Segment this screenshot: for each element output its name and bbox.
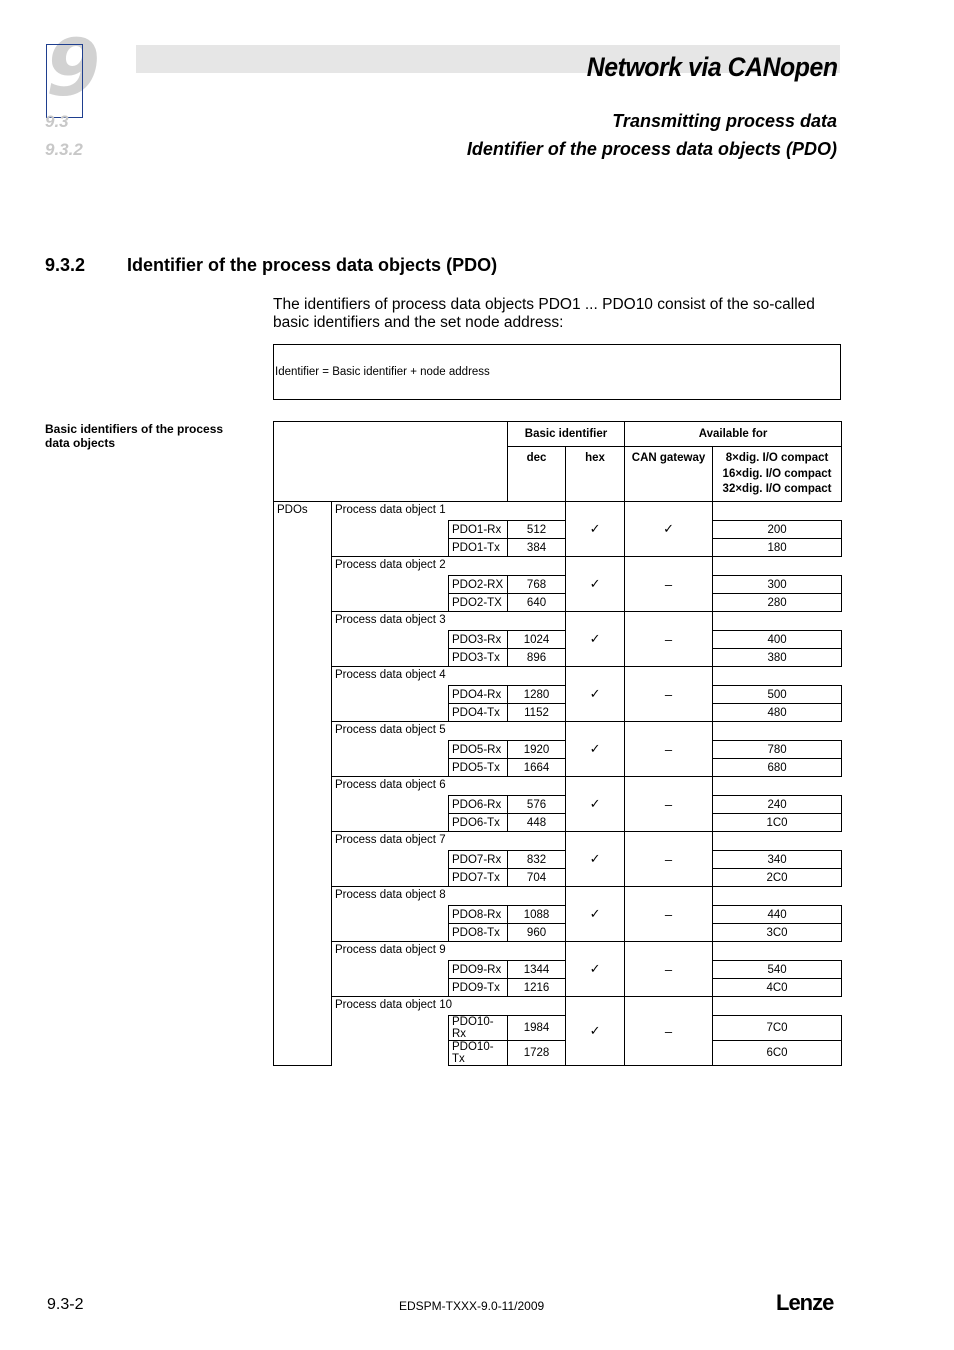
can-gateway-mark: ✓: [566, 612, 625, 667]
header-subsection-title: Identifier of the process data objects (PDO): [466, 139, 837, 159]
group-label-pdos: PDOs: [274, 502, 332, 1066]
pdo-title: Process data object 6: [332, 777, 566, 796]
pdo-indent: [332, 631, 449, 667]
pdo-rx-hex: 400: [713, 631, 842, 649]
pdo-rx-name: PDO9-Rx: [449, 961, 508, 979]
pdo-tx-hex: 4C0: [713, 979, 842, 997]
pdo-title: Process data object 1: [332, 502, 566, 521]
compact-mark: –: [625, 887, 713, 942]
document-id: EDSPM-TXXX-9.0-11/2009: [399, 1299, 545, 1313]
pdo-group-row: [274, 887, 842, 906]
can-gateway-mark: ✓: [566, 667, 625, 722]
compact-mark: –: [625, 777, 713, 832]
can-gateway-mark: ✓: [566, 502, 625, 557]
chapter-number: 9: [46, 24, 99, 114]
pdo-tx-hex: 380: [713, 649, 842, 667]
pdo-tx-dec: 896: [508, 649, 566, 667]
pdo-rx-dec: 576: [508, 796, 566, 814]
pdo-rx-hex: 500: [713, 686, 842, 704]
compact-mark: –: [625, 997, 713, 1066]
pdo-tx-name: PDO10-Tx: [449, 1041, 508, 1066]
table-row: [274, 576, 842, 594]
header-compact-32: 32×dig. I/O compact: [722, 483, 832, 495]
pdo-indent: [332, 521, 449, 557]
pdo-tx-hex: 6C0: [713, 1041, 842, 1066]
pdo-indent: [332, 741, 449, 777]
compact-mark: –: [625, 942, 713, 997]
pdo-identifier-table: [273, 421, 842, 1066]
page-number: 9.3-2: [47, 1296, 84, 1313]
pdo-title: Process data object 5: [332, 722, 566, 741]
header-basic-identifier: Basic identifier: [508, 422, 625, 447]
compact-mark: –: [625, 557, 713, 612]
pdo-group-row: [274, 612, 842, 631]
pdo-group-row: [274, 557, 842, 576]
pdo-indent: [332, 686, 449, 722]
pdo-indent: [332, 961, 449, 997]
pdo-tx-name: PDO4-Tx: [449, 704, 508, 722]
pdo-tx-hex: 1C0: [713, 814, 842, 832]
pdo-rx-name: PDO3-Rx: [449, 631, 508, 649]
pdo-group-row: [274, 722, 842, 741]
table-row: [274, 961, 842, 979]
compact-mark: –: [625, 832, 713, 887]
table-row: [274, 1016, 842, 1041]
pdo-group-row: [274, 777, 842, 796]
pdo-rx-hex: 340: [713, 851, 842, 869]
pdo-rx-hex: 240: [713, 796, 842, 814]
pdo-group-row: [274, 502, 842, 521]
pdo-rx-hex: 300: [713, 576, 842, 594]
pdo-rx-name: PDO10-Rx: [449, 1016, 508, 1041]
section-title: Identifier of the process data objects (PDO): [127, 255, 498, 275]
lenze-logo: Lenze: [776, 1290, 834, 1315]
pdo-tx-dec: 640: [508, 594, 566, 612]
header-available-for: Available for: [625, 422, 842, 447]
pdo-tx-dec: 960: [508, 924, 566, 942]
pdo-group-row: [274, 832, 842, 851]
pdo-tx-hex: 180: [713, 539, 842, 557]
pdo-tx-name: PDO9-Tx: [449, 979, 508, 997]
pdo-rx-dec: 1088: [508, 906, 566, 924]
pdo-tx-name: PDO2-TX: [449, 594, 508, 612]
pdo-tx-name: PDO7-Tx: [449, 869, 508, 887]
pdo-rx-hex: 200: [713, 521, 842, 539]
pdo-tx-dec: 1152: [508, 704, 566, 722]
table-corner: [274, 422, 508, 502]
pdo-tx-dec: 448: [508, 814, 566, 832]
pdo-rx-name: PDO7-Rx: [449, 851, 508, 869]
pdo-tx-dec: 1216: [508, 979, 566, 997]
section-heading: [45, 255, 497, 276]
pdo-indent: [332, 906, 449, 942]
pdo-indent: [332, 1016, 449, 1066]
pdo-rx-name: PDO6-Rx: [449, 796, 508, 814]
formula-text: Identifier = Basic identifier + node address: [275, 366, 490, 378]
pdo-rx-name: PDO1-Rx: [449, 521, 508, 539]
compact-mark: –: [625, 722, 713, 777]
pdo-rx-dec: 1280: [508, 686, 566, 704]
pdo-rx-hex: 780: [713, 741, 842, 759]
header-can-gateway: CAN gateway: [625, 447, 713, 502]
pdo-group-row: [274, 667, 842, 686]
pdo-tx-dec: 1728: [508, 1041, 566, 1066]
pdo-group-row: [274, 997, 842, 1016]
pdo-rx-dec: 512: [508, 521, 566, 539]
can-gateway-mark: ✓: [566, 832, 625, 887]
header-compact: [713, 447, 842, 502]
compact-mark: ✓: [625, 502, 713, 557]
pdo-tx-dec: 1664: [508, 759, 566, 777]
pdo-rx-dec: 1984: [508, 1016, 566, 1041]
can-gateway-mark: ✓: [566, 942, 625, 997]
pdo-tx-name: PDO6-Tx: [449, 814, 508, 832]
table-row: [274, 686, 842, 704]
pdo-rx-hex: 7C0: [713, 1016, 842, 1041]
pdo-title: Process data object 10: [332, 997, 566, 1016]
table-row: [274, 851, 842, 869]
pdo-tx-dec: 384: [508, 539, 566, 557]
pdo-rx-dec: 832: [508, 851, 566, 869]
pdo-tx-dec: 704: [508, 869, 566, 887]
pdo-title: Process data object 2: [332, 557, 566, 576]
pdo-rx-name: PDO8-Rx: [449, 906, 508, 924]
can-gateway-mark: ✓: [566, 997, 625, 1066]
pdo-title: Process data object 7: [332, 832, 566, 851]
section-number: 9.3.2: [45, 255, 86, 275]
table-row: [274, 796, 842, 814]
pdo-title: Process data object 4: [332, 667, 566, 686]
pdo-group-row: [274, 942, 842, 961]
chapter-box: [46, 44, 83, 118]
header-dec: dec: [508, 447, 566, 502]
pdo-rx-name: PDO4-Rx: [449, 686, 508, 704]
table-row: [274, 741, 842, 759]
header-hex: hex: [566, 447, 625, 502]
pdo-rx-dec: 1920: [508, 741, 566, 759]
page-title: Network via CANopen: [587, 52, 838, 82]
pdo-table-body: [274, 502, 842, 1066]
pdo-tx-name: PDO1-Tx: [449, 539, 508, 557]
pdo-tx-hex: 3C0: [713, 924, 842, 942]
pdo-tx-name: PDO5-Tx: [449, 759, 508, 777]
pdo-tx-hex: 680: [713, 759, 842, 777]
pdo-rx-name: PDO5-Rx: [449, 741, 508, 759]
pdo-title: Process data object 3: [332, 612, 566, 631]
pdo-tx-name: PDO3-Tx: [449, 649, 508, 667]
can-gateway-mark: ✓: [566, 887, 625, 942]
compact-mark: –: [625, 612, 713, 667]
pdo-rx-dec: 768: [508, 576, 566, 594]
pdo-indent: [332, 851, 449, 887]
compact-mark: –: [625, 667, 713, 722]
pdo-title: Process data object 9: [332, 942, 566, 961]
pdo-title: Process data object 8: [332, 887, 566, 906]
pdo-tx-name: PDO8-Tx: [449, 924, 508, 942]
header-section-number: 9.3: [45, 112, 69, 131]
pdo-rx-name: PDO2-RX: [449, 576, 508, 594]
side-note: Basic identifiers of the process data objects: [45, 422, 224, 450]
table-row: [274, 906, 842, 924]
table-row: [274, 521, 842, 539]
pdo-rx-hex: 440: [713, 906, 842, 924]
pdo-tx-hex: 2C0: [713, 869, 842, 887]
can-gateway-mark: ✓: [566, 722, 625, 777]
pdo-tx-hex: 280: [713, 594, 842, 612]
pdo-indent: [332, 796, 449, 832]
header-compact-16: 16×dig. I/O compact: [722, 467, 832, 480]
intro-paragraph: The identifiers of process data objects PDO1 ... PDO10 consist of the so-called basic identifiers and the set node address:: [273, 296, 815, 331]
header-subsection-number: 9.3.2: [45, 140, 83, 159]
formula-box: [273, 344, 841, 400]
pdo-tx-hex: 480: [713, 704, 842, 722]
pdo-rx-dec: 1024: [508, 631, 566, 649]
header-section-title: Transmitting process data: [612, 111, 837, 131]
can-gateway-mark: ✓: [566, 557, 625, 612]
can-gateway-mark: ✓: [566, 777, 625, 832]
header-compact-8: 8×dig. I/O compact: [725, 452, 829, 464]
pdo-rx-dec: 1344: [508, 961, 566, 979]
table-row: [274, 631, 842, 649]
pdo-indent: [332, 576, 449, 612]
pdo-rx-hex: 540: [713, 961, 842, 979]
